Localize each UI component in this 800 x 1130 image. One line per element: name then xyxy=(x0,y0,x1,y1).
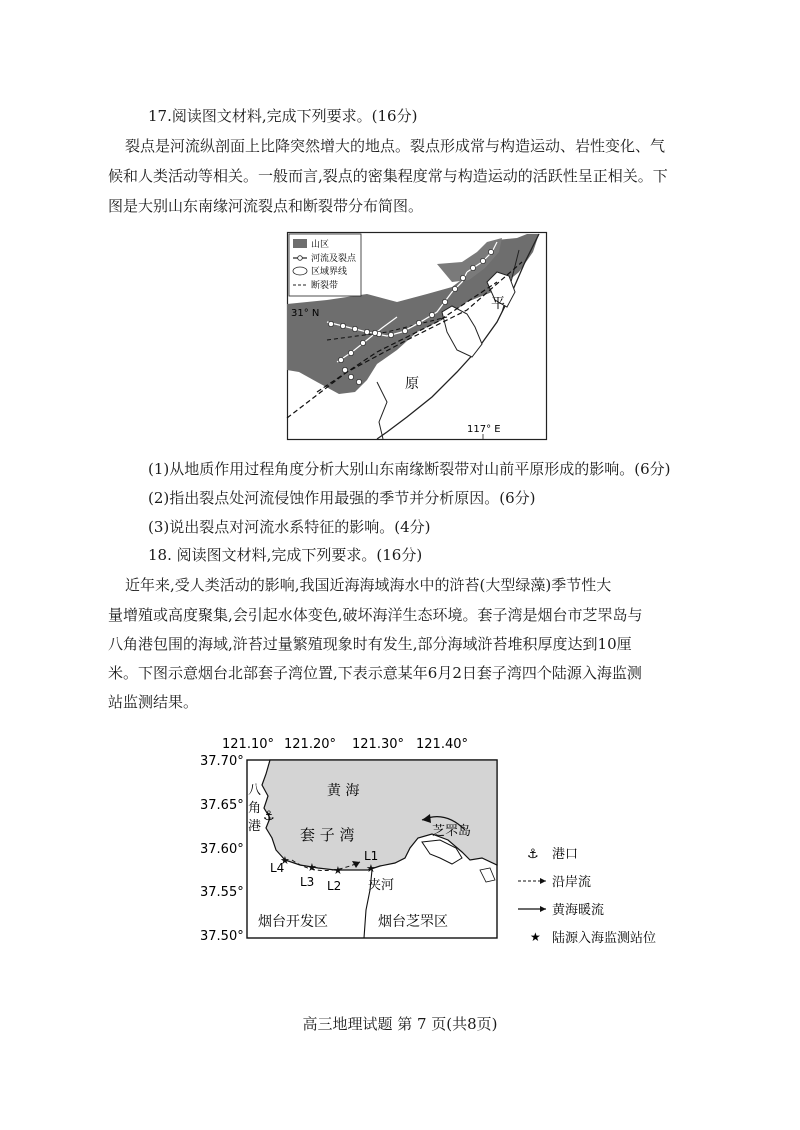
q17-sub-1: (1)从地质作用过程角度分析大别山东南缘断裂带对山前平原形成的影响。(6分) xyxy=(148,460,671,478)
plain-char-1: 平 xyxy=(491,296,505,312)
q18-para-line-4: 米。下图示意烟台北部套子湾位置,下表示意某年6月2日套子湾四个陆源入海监测 xyxy=(108,664,642,682)
river-label: 夹河 xyxy=(368,878,395,893)
legend-mountain-swatch xyxy=(293,239,307,248)
q18-para-line-1: 近年来,受人类活动的影响,我国近海海域海水中的浒苔(大型绿藻)季节性大 xyxy=(125,576,612,594)
legend-warm-current: 黄海暖流 xyxy=(552,903,605,918)
anchor-icon: ⚓ xyxy=(263,809,275,824)
legend-star-icon: ★ xyxy=(530,930,541,944)
q17-para-line-3: 图是大别山东南缘河流裂点和断裂带分布简图。 xyxy=(108,197,424,215)
q17-sub-3: (3)说出裂点对河流水系特征的影响。(4分) xyxy=(148,518,431,536)
longitude-label: 117° E xyxy=(467,424,501,435)
bay-label: 套 子 湾 xyxy=(300,826,355,844)
station-l4: L4 xyxy=(270,861,285,875)
legend-station: 陆源入海监测站位 xyxy=(552,931,657,946)
lat-tick-2: 37.65° xyxy=(200,798,244,813)
station-star-icon-l1: ★ xyxy=(366,862,376,875)
q17-heading: 17.阅读图文材料,完成下列要求。(16分) xyxy=(148,107,418,125)
station-star-icon-l2: ★ xyxy=(333,864,343,877)
legend-fault: 断裂带 xyxy=(311,281,339,291)
lon-tick-2: 121.20° xyxy=(284,737,336,752)
sea-label: 黄 海 xyxy=(327,783,360,799)
lon-tick-4: 121.40° xyxy=(416,737,468,752)
station-l3: L3 xyxy=(300,875,315,889)
page-footer: 高三地理试题 第 7 页(共8页) xyxy=(302,1015,498,1033)
q17-para-line-2: 候和人类活动等相关。一般而言,裂点的密集程度常与构造运动的活跃性呈正相关。下 xyxy=(108,167,668,185)
legend-coastal-current: 沿岸流 xyxy=(552,875,592,890)
legend-boundary: 区域界线 xyxy=(311,267,348,277)
legend-anchor-icon: ⚓ xyxy=(527,847,539,862)
taozi-bay-map xyxy=(200,730,657,946)
lat-tick-1: 37.70° xyxy=(200,754,244,769)
lat-tick-5: 37.50° xyxy=(200,929,244,944)
island-label: 芝罘岛 xyxy=(432,824,472,839)
station-l1: L1 xyxy=(364,849,379,863)
q18-heading: 18. 阅读图文材料,完成下列要求。(16分) xyxy=(148,546,423,564)
district-left: 烟台开发区 xyxy=(258,914,328,930)
port-char-3: 港 xyxy=(248,819,262,834)
station-star-icon-l3: ★ xyxy=(307,861,317,874)
lat-tick-3: 37.60° xyxy=(200,842,244,857)
plain-char-2: 原 xyxy=(405,376,419,392)
dabie-fault-map xyxy=(287,232,547,440)
port-char-2: 角 xyxy=(248,801,262,816)
q18-para-line-5: 站监测结果。 xyxy=(108,693,199,711)
port-char-1: 八 xyxy=(248,783,262,798)
station-l2: L2 xyxy=(327,879,342,893)
legend-mountain: 山区 xyxy=(311,240,330,250)
lon-tick-3: 121.30° xyxy=(352,737,404,752)
district-right: 烟台芝罘区 xyxy=(378,914,448,930)
q17-para-line-1: 裂点是河流纵剖面上比降突然增大的地点。裂点形成常与构造运动、岩性变化、气 xyxy=(125,137,666,155)
q18-para-line-3: 八角港包围的海域,浒苔过量繁殖现象时有发生,部分海域浒苔堆积厚度达到10厘 xyxy=(108,635,632,653)
q18-para-line-2: 量增殖或高度聚集,会引起水体变色,破坏海洋生态环境。套子湾是烟台市芝罘岛与 xyxy=(108,606,643,624)
lat-tick-4: 37.55° xyxy=(200,885,244,900)
lon-tick-1: 121.10° xyxy=(222,737,274,752)
legend-river: 河流及裂点 xyxy=(311,254,357,264)
legend-port: 港口 xyxy=(552,847,579,862)
q17-sub-2: (2)指出裂点处河流侵蚀作用最强的季节并分析原因。(6分) xyxy=(148,489,536,507)
station-star-icon-l4: ★ xyxy=(280,854,290,867)
latitude-label: 31° N xyxy=(291,308,320,319)
